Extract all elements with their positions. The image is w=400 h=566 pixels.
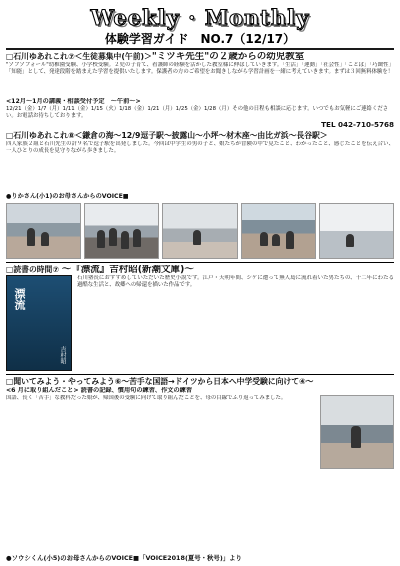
section4-sub: <6 月に取り組んだこと> 読書の記録、慣用句の練習、作文の練習 — [6, 387, 193, 394]
book-cover-author: 吉村昭 — [59, 346, 66, 364]
section2-heading: □石川ゆあれこれ⑧＜鎌倉の海～12/9逗子駅～披露山～小坪～材木座～由比ガ浜～長谷駅＞ — [6, 131, 328, 140]
section3-heading: □読書の時間⑦ ～『漂流』吉村昭(新潮文庫)～ — [6, 265, 194, 275]
book-cover-title: 漂流 — [13, 288, 26, 310]
footer-voice: ●ソウシくん(小5)のお母さんからのVOICE■「VOICE2018(夏号・秋号)」より — [6, 554, 242, 562]
checkbox-icon: □ — [6, 265, 14, 274]
section1-schedule-head: <12月～1月の講義・相談受付予定 ～午前～> — [6, 98, 141, 105]
child-photo — [320, 395, 394, 469]
section1-dates: 12/21（金）1/7（月）1/11（金）1/15（火）1/18（金）1/21（月）1/25（金）1/28（月）その他の日程も相談に応じます。いつでもお気軽にご連絡ください。お電話お待ちしております。 — [6, 106, 389, 119]
section3-body: 石川塾長におすすめしていただいた歴史小説です。江戸・天明年間、シケに遭って無人島に流れ着いた男たちの、十二年にわたる過酷な生活と、故郷への帰還を描いた作品です。 — [77, 275, 394, 289]
photo-group — [84, 203, 159, 259]
photo-coast — [319, 203, 394, 259]
section1-heading: □石川ゆあれこれ⑦＜生徒募集中(午前)＞"ミツキ先生"の２歳からの幼児教室 — [6, 52, 305, 62]
learning-article — [6, 395, 394, 517]
book-review — [6, 275, 394, 371]
section1-body: "ゾフゾフォール"幼稚園受験、小学校受験。２児の子育て、看護師の経験を活かした教室様に伸ばしていきます。「生活」「運動」「社会性」「ことば」「巧緻性」「知能」として、発達段階を踏まえた学習を提供いたします。保護者の方のご希望をお聞きしながら学習計画を一緒に考えていきます。まずは３回無料体験を！ — [6, 62, 394, 76]
newsletter-page — [6, 4, 394, 562]
newsletter-banner — [6, 4, 394, 50]
section2-body: 四人家族２組と石川先生の計９名で逗子駅を出発しました。今回は中学生の男の子と、娘たちが冒険の中で見たこと、わかったこと、感じたことを伝え合い、一人ひとりの成長を見守りながら歩きました。 — [6, 141, 394, 155]
photo-strip — [6, 203, 394, 259]
photo-shore — [162, 203, 237, 259]
section4-heading: □聞いてみよう・やってみよう⑥～苦手な国語→ドイツから日本へ中学受験に向けて④～ — [6, 377, 314, 386]
photo-children — [241, 203, 316, 259]
book-cover-image — [6, 275, 72, 371]
checkbox-icon: □ — [6, 131, 14, 140]
divider — [6, 262, 394, 263]
photo-beach-walk — [6, 203, 81, 259]
section4-body: 国語、長く「苦手」な教科だった娘が、帰国後の受験に向けて取り組んだことを、母の目線でふり返ってみました。 — [6, 395, 287, 401]
checkbox-icon: □ — [6, 52, 14, 61]
newsletter-subtitle: 体験学習ガイド NO.7（12/17） — [104, 32, 296, 46]
section1-tel: TEL 042-710-5768 — [321, 120, 394, 129]
voice-heading: ●りかさん(小1)のお母さんからのVOICE■ — [6, 193, 129, 200]
checkbox-icon: □ — [6, 377, 14, 386]
divider — [6, 374, 394, 375]
newsletter-title: Weekly · Monthly — [90, 5, 310, 30]
